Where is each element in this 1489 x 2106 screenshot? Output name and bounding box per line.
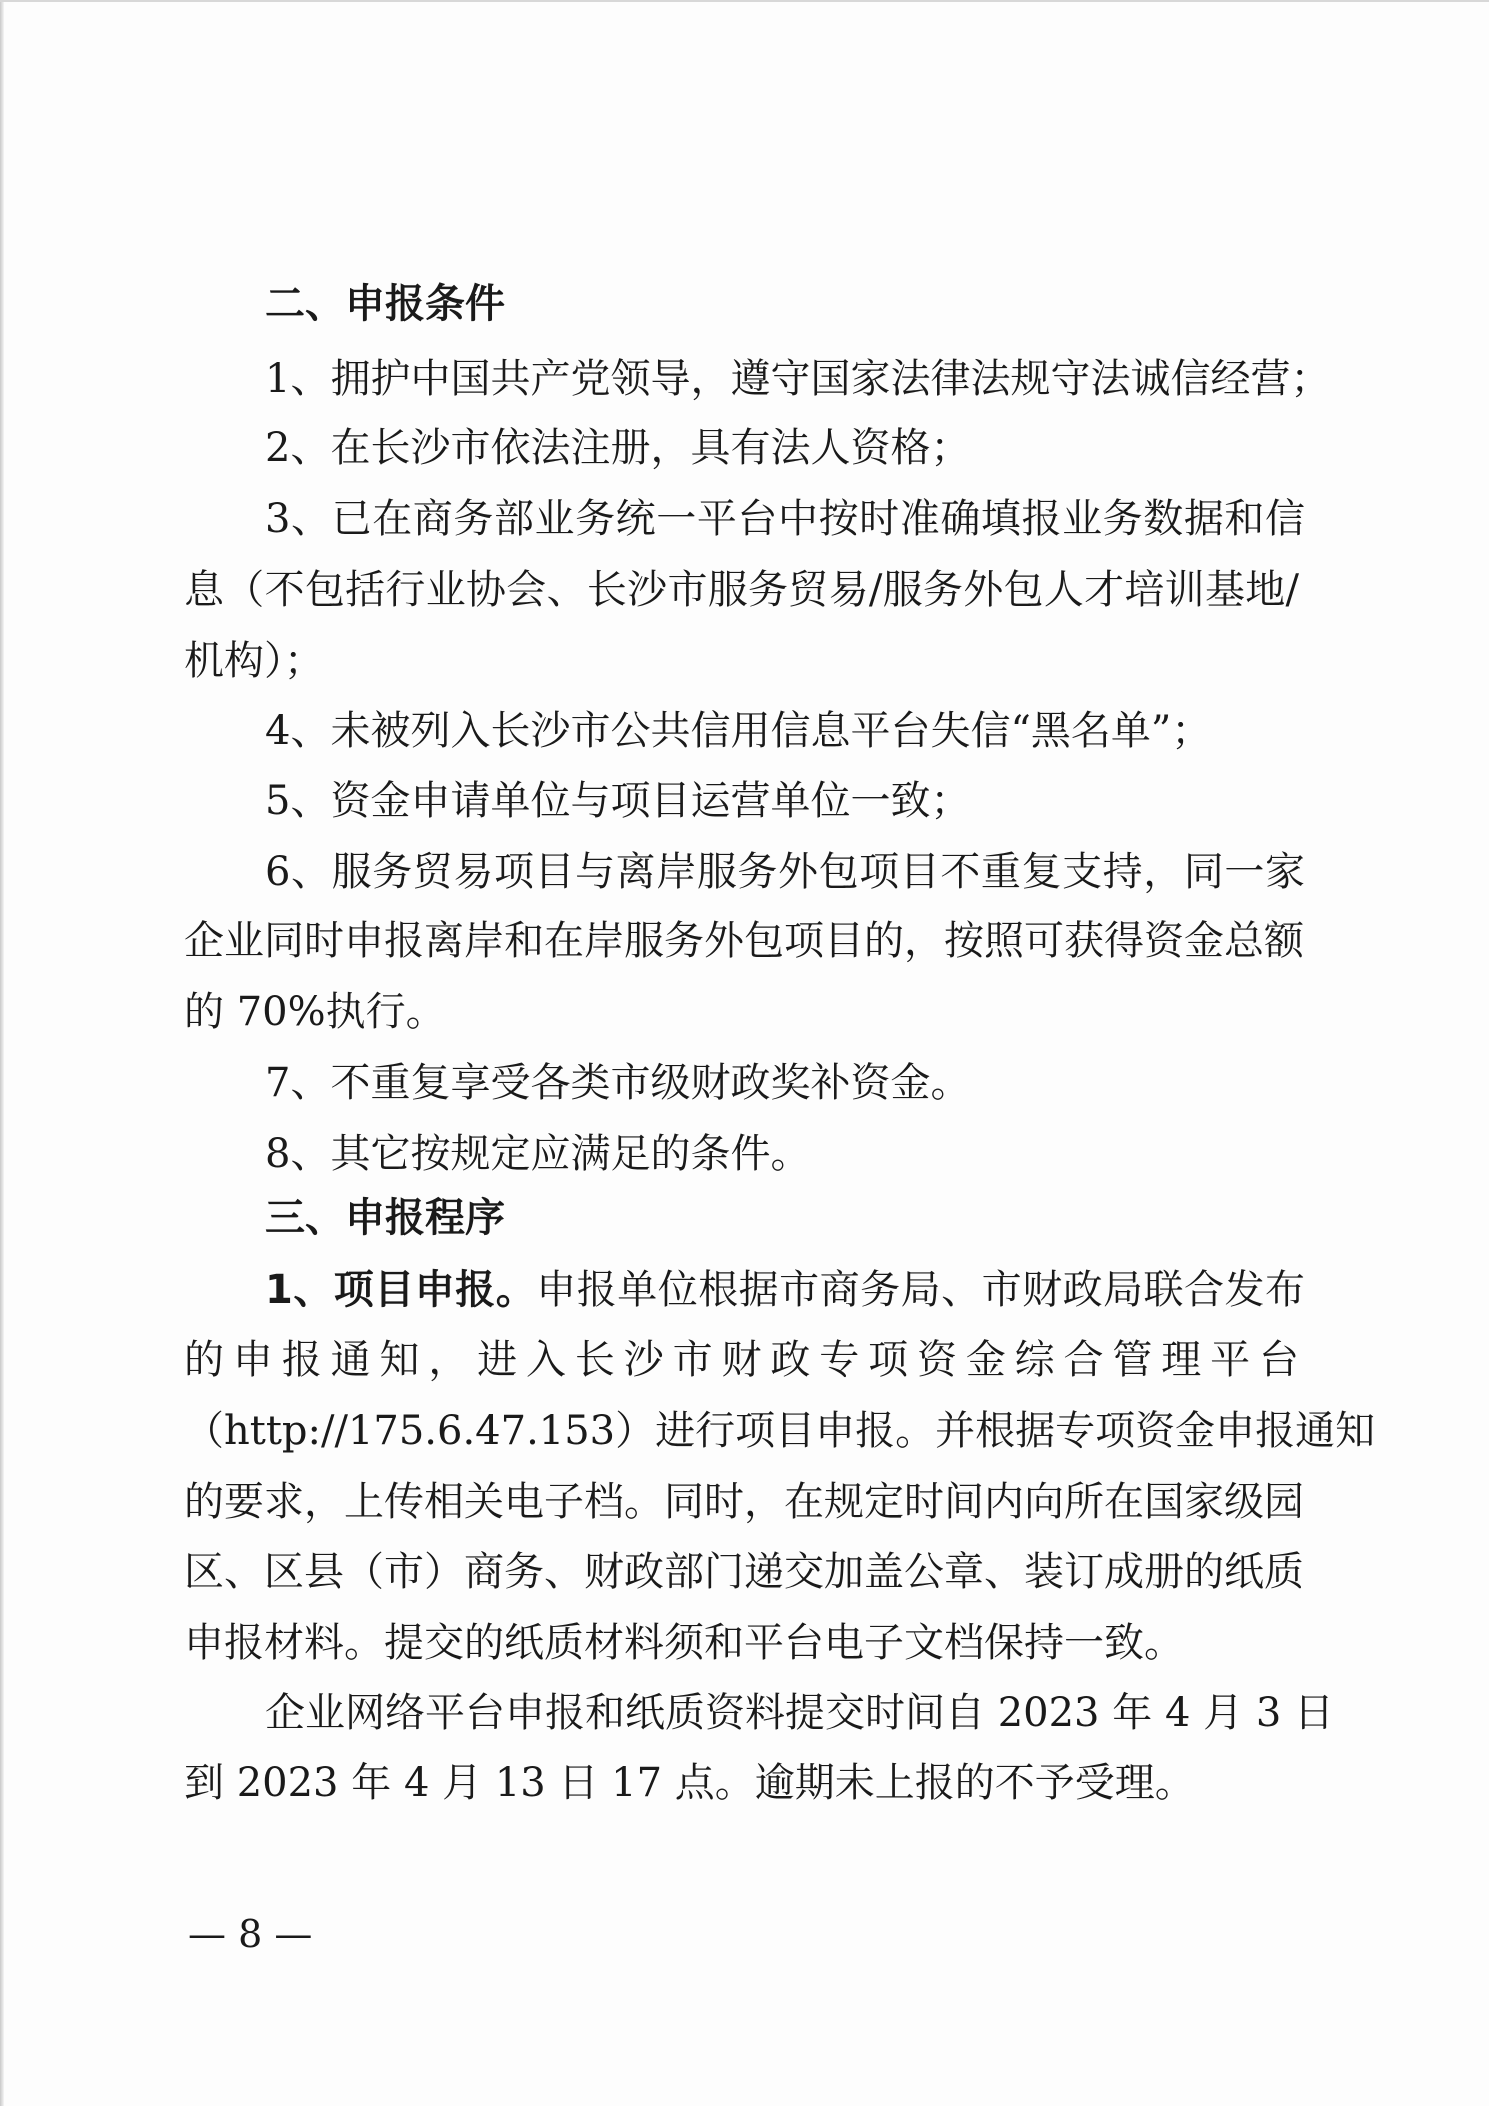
- section-heading-conditions: 二、申报条件: [265, 281, 505, 327]
- scan-top-edge: [0, 0, 1489, 2]
- procedure-para-1-line-4: 的要求，上传相关电子档。同时，在规定时间内向所在国家级园: [184, 1479, 1304, 1525]
- condition-item-3-line-1: 3、已在商务部业务统一平台中按时准确填报业务数据和信: [265, 496, 1305, 542]
- procedure-para-1-line-5: 区、区县（市）商务、财政部门递交加盖公章、装订成册的纸质: [184, 1549, 1304, 1595]
- condition-item-3-line-3: 机构）；: [184, 638, 324, 684]
- procedure-para-1-line-3: （http://175.6.47.153）进行项目申报。并根据专项资金申报通知: [184, 1408, 1376, 1454]
- condition-item-6-line-2: 企业同时申报离岸和在岸服务外包项目的，按照可获得资金总额: [184, 918, 1304, 964]
- section-heading-procedure: 三、申报程序: [265, 1195, 505, 1241]
- procedure-para-1-line-1: [265, 1260, 1305, 1320]
- condition-item-6-line-3: 的 70%执行。: [184, 989, 446, 1035]
- condition-item-7: 7、不重复享受各类市级财政奖补资金。: [265, 1060, 971, 1106]
- procedure-para-1-line-2: 的申报通知，进入长沙市财政专项资金综合管理平台: [184, 1337, 1299, 1383]
- condition-item-8: 8、其它按规定应满足的条件。: [265, 1131, 811, 1177]
- condition-item-5: 5、资金申请单位与项目运营单位一致；: [265, 778, 971, 824]
- condition-item-1: 1、拥护中国共产党领导，遵守国家法律法规守法诚信经营；: [265, 356, 1331, 402]
- procedure-step-text: 申报单位根据市商务局、市财政局联合发布: [536, 1267, 1306, 1313]
- condition-item-3-line-2: 息（不包括行业协会、长沙市服务贸易/服务外包人才培训基地/: [184, 567, 1299, 613]
- condition-item-2: 2、在长沙市依法注册，具有法人资格；: [265, 425, 971, 471]
- procedure-step-title: 1、项目申报。: [265, 1267, 537, 1313]
- procedure-para-2-line-2: 到 2023 年 4 月 13 日 17 点。逾期未上报的不予受理。: [184, 1760, 1195, 1806]
- scan-edge: [0, 0, 4, 2106]
- condition-item-4: 4、未被列入长沙市公共信用信息平台失信“黑名单”；: [265, 708, 1212, 754]
- condition-item-6-line-1: 6、服务贸易项目与离岸服务外包项目不重复支持，同一家: [265, 849, 1305, 895]
- page-number: — 8 —: [188, 1912, 313, 1956]
- procedure-para-1-line-6: 申报材料。提交的纸质材料须和平台电子文档保持一致。: [184, 1620, 1184, 1666]
- procedure-para-2-line-1: 企业网络平台申报和纸质资料提交时间自 2023 年 4 月 3 日: [265, 1690, 1334, 1736]
